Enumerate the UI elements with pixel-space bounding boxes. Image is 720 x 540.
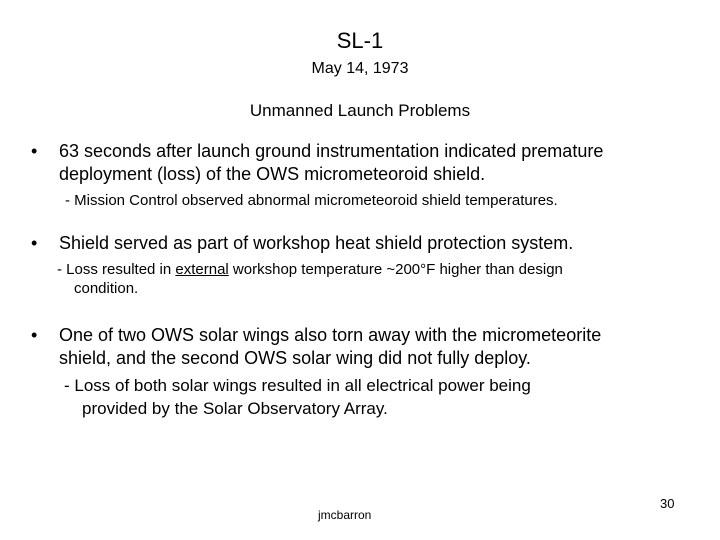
bullet-2-sub-suffix: workshop temperature ~200°F higher than design [228, 261, 563, 278]
bullet-2-line-1: Shield served as part of workshop heat shield protection system. [59, 233, 574, 253]
slide-title: SL-1 [336, 28, 384, 53]
bullet-2-subpoint [57, 260, 563, 298]
bullet-2-sub-line-1 [57, 260, 563, 279]
bullet-2-text [59, 232, 573, 255]
bullet-1-sub-line-1: - Mission Control observed abnormal micrometeoroid shield temperatures. [65, 192, 558, 209]
bullet-1-text [59, 140, 603, 186]
bullet-1-line-2: deployment (loss) of the OWS micrometeoroid shield. [59, 164, 486, 184]
page-number: 30 [660, 496, 675, 511]
bullet-marker: • [31, 325, 38, 345]
bullet-3-sub-line-1: - Loss of both solar wings resulted in all electrical power being [64, 376, 531, 395]
slide-subtitle: Unmanned Launch Problems [249, 101, 471, 120]
bullet-3-line-2: shield, and the second OWS solar wing did not fully deploy. [59, 348, 531, 368]
bullet-1-line-1: 63 seconds after launch ground instrumentation indicated premature [59, 141, 604, 161]
bullet-marker: • [31, 233, 38, 253]
bullet-3-subpoint [64, 374, 531, 420]
bullet-2-sub-prefix: - Loss resulted in [57, 261, 176, 278]
footer-author: jmcbarron [318, 508, 372, 522]
slide-date: May 14, 1973 [311, 60, 409, 77]
bullet-3-text [59, 324, 601, 370]
bullet-marker: • [31, 141, 38, 161]
emphasis-external: external [175, 261, 229, 278]
bullet-3-sub-line-2: provided by the Solar Observatory Array. [82, 399, 388, 418]
bullet-3-line-1: One of two OWS solar wings also torn away with the micrometeorite [59, 325, 602, 345]
bullet-1-subpoint [65, 191, 558, 210]
bullet-2-sub-line-2: condition. [74, 280, 139, 297]
